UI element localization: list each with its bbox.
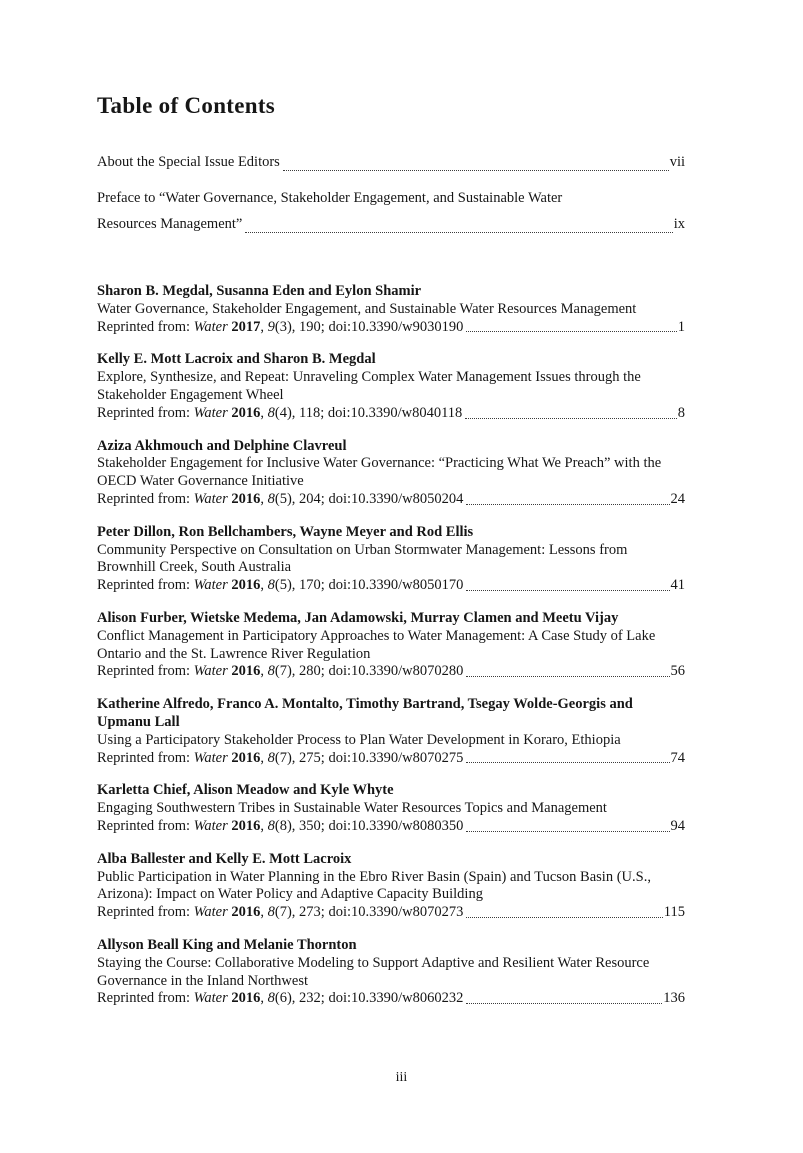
chapter-authors: Kelly E. Mott Lacroix and Sharon B. Megdal [97, 351, 376, 368]
chapter-title: Stakeholder Engagement for Inclusive Water Governance: “Practicing What We Preach” with the OECD Water Governance Initiative [97, 455, 662, 490]
citation-run: 2016 [231, 577, 261, 594]
page-number: 94 [670, 817, 685, 834]
front-matter-entry-1 [97, 185, 685, 237]
chapter-title: Using a Participatory Stakeholder Process to Plan Water Development in Koraro, Ethiopia [97, 731, 621, 748]
chapter-citation-row [97, 750, 685, 768]
dot-leader [466, 1003, 662, 1004]
dot-leader [283, 170, 669, 171]
citation-run: 2016 [231, 663, 261, 680]
page-number: 136 [663, 990, 685, 1007]
page-number: 115 [663, 904, 685, 921]
page-number: 1 [677, 318, 685, 335]
page-title: Table of Contents [97, 93, 276, 118]
front-matter-line [97, 211, 685, 237]
citation-run: Water [193, 577, 228, 594]
chapter-authors: Sharon B. Megdal, Susanna Eden and Eylon Shamir [97, 283, 422, 299]
page-number: ix [673, 216, 685, 232]
citation-run: , [260, 817, 268, 834]
chapter-citation [97, 663, 463, 681]
dot-leader [466, 917, 662, 918]
citation-run: Reprinted from: [97, 404, 194, 421]
citation-run: 9 [267, 318, 275, 335]
chapter-authors: Alba Ballester and Kelly E. Mott Lacroix [97, 850, 352, 867]
citation-run: Water [193, 490, 228, 507]
citation-run: Water [193, 817, 228, 834]
chapter-entry-6 [97, 782, 685, 835]
front-matter-text: Preface to “Water Governance, Stakeholder Engagement, and Sustainable Water [97, 190, 563, 206]
chapter-citation [97, 904, 463, 922]
citation-run: Reprinted from: [97, 904, 194, 921]
chapter-citation-row [97, 577, 685, 595]
citation-run: Reprinted from: [97, 577, 194, 594]
citation-run: 8 [267, 663, 275, 680]
front-matter-text: Resources Management” [97, 216, 243, 232]
chapter-entry-3 [97, 524, 685, 595]
chapter-authors: Alison Furber, Wietske Medema, Jan Adamowski, Murray Clamen and Meetu Vijay [97, 609, 619, 626]
citation-run: (7), 280; doi:10.3390/w8070280 [274, 663, 464, 680]
chapter-title: Public Participation in Water Planning in the Ebro River Basin (Spain) and Tucson Basin (U.S., Arizona): Impact on Water Policy and Adaptive Capacity Building [97, 868, 651, 903]
citation-run: Reprinted from: [97, 817, 194, 834]
citation-run: 2016 [231, 817, 261, 834]
dot-leader [466, 676, 669, 677]
chapter-entry-2 [97, 438, 685, 509]
citation-run: 8 [267, 990, 275, 1007]
toc-content [97, 93, 685, 1023]
citation-run: 8 [267, 904, 275, 921]
front-matter-entry-0 [97, 149, 685, 175]
citation-run: (8), 350; doi:10.3390/w8080350 [274, 817, 464, 834]
citation-run: , [260, 749, 268, 766]
citation-run: (7), 275; doi:10.3390/w8070275 [274, 749, 464, 766]
citation-run: Reprinted from: [97, 663, 194, 680]
chapter-title: Engaging Southwestern Tribes in Sustainable Water Resources Topics and Management [97, 800, 607, 817]
page-number: vii [669, 154, 685, 170]
chapter-list [97, 283, 685, 1008]
citation-run: Water [193, 990, 228, 1007]
chapter-title: Staying the Course: Collaborative Modeling to Support Adaptive and Resilient Water Resource Governance in the Inland Northwest [97, 954, 650, 989]
citation-run: Reprinted from: [97, 490, 194, 507]
chapter-citation-row [97, 990, 685, 1008]
chapter-citation-row [97, 904, 685, 922]
citation-run: , [260, 404, 268, 421]
chapter-citation [97, 990, 463, 1008]
citation-run: (4), 118; doi:10.3390/w8040118 [274, 404, 463, 421]
folio-page-number: iii [395, 1070, 408, 1085]
citation-run: , [260, 318, 268, 335]
citation-run: , [260, 490, 268, 507]
page-number: 56 [670, 663, 685, 680]
chapter-entry-5 [97, 696, 685, 767]
citation-run: , [260, 904, 268, 921]
citation-run: (3), 190; doi:10.3390/w9030190 [274, 318, 464, 335]
dot-leader [466, 762, 669, 763]
front-matter-line [97, 149, 685, 175]
citation-run: Water [193, 904, 228, 921]
citation-run: 2017 [231, 318, 261, 335]
chapter-authors: Katherine Alfredo, Franco A. Montalto, Timothy Bartrand, Tsegay Wolde-Georgis and Upmanu Lall [97, 696, 633, 730]
chapter-entry-8 [97, 937, 685, 1008]
dot-leader [466, 504, 669, 505]
citation-run: Water [193, 749, 228, 766]
citation-run: 2016 [231, 990, 261, 1007]
citation-run: Reprinted from: [97, 749, 194, 766]
page-number: 8 [677, 404, 685, 421]
chapter-citation-row [97, 663, 685, 681]
citation-run: 8 [267, 817, 275, 834]
chapter-citation [97, 577, 463, 595]
dot-leader [245, 232, 672, 233]
citation-run: (7), 273; doi:10.3390/w8070273 [274, 904, 464, 921]
chapter-authors: Allyson Beall King and Melanie Thornton [97, 936, 357, 953]
page-number: 41 [670, 577, 685, 594]
citation-run: Reprinted from: [97, 990, 194, 1007]
citation-run: 8 [267, 577, 275, 594]
chapter-entry-7 [97, 851, 685, 922]
chapter-citation-row [97, 319, 685, 337]
dot-leader [466, 331, 676, 332]
chapter-authors: Karletta Chief, Alison Meadow and Kyle Whyte [97, 782, 394, 799]
dot-leader [466, 831, 669, 832]
citation-run: 2016 [231, 490, 261, 507]
citation-run: 8 [267, 749, 275, 766]
chapter-title: Explore, Synthesize, and Repeat: Unraveling Complex Water Management Issues through the Stakeholder Engagement Wheel [97, 369, 641, 403]
chapter-title: Conflict Management in Participatory Approaches to Water Management: A Case Study of Lake Ontario and the St. Lawrence River Regulation [97, 627, 656, 662]
citation-run: 8 [267, 404, 275, 421]
dot-leader [466, 590, 669, 591]
chapter-citation-row [97, 405, 685, 423]
front-matter-list [97, 149, 685, 237]
citation-run: 8 [267, 490, 275, 507]
chapter-authors: Aziza Akhmouch and Delphine Clavreul [97, 437, 347, 454]
chapter-citation [97, 319, 463, 337]
citation-run: 2016 [231, 749, 261, 766]
chapter-entry-0 [97, 283, 685, 336]
citation-run: 2016 [231, 904, 261, 921]
citation-run: Water [193, 663, 228, 680]
front-matter-text: About the Special Issue Editors [97, 154, 280, 170]
citation-run: (5), 204; doi:10.3390/w8050204 [274, 490, 464, 507]
chapter-citation [97, 491, 463, 509]
chapter-citation-row [97, 491, 685, 509]
chapter-citation [97, 750, 463, 768]
citation-run: , [260, 663, 268, 680]
citation-run: Water [193, 404, 228, 421]
citation-run: Water [193, 318, 228, 335]
chapter-citation [97, 405, 462, 423]
chapter-entry-1 [97, 351, 685, 422]
chapter-authors: Peter Dillon, Ron Bellchambers, Wayne Meyer and Rod Ellis [97, 523, 474, 540]
page-number: 74 [670, 749, 685, 766]
dot-leader [465, 418, 676, 419]
citation-run: (6), 232; doi:10.3390/w8060232 [274, 990, 464, 1007]
chapter-entry-4 [97, 610, 685, 681]
chapter-title: Water Governance, Stakeholder Engagement, and Sustainable Water Resources Management [97, 300, 637, 317]
chapter-citation [97, 818, 463, 836]
citation-run: , [260, 990, 268, 1007]
chapter-title: Community Perspective on Consultation on Urban Stormwater Management: Lessons from Brownhill Creek, South Australia [97, 541, 628, 576]
citation-run: Reprinted from: [97, 318, 194, 335]
citation-run: , [260, 577, 268, 594]
citation-run: (5), 170; doi:10.3390/w8050170 [274, 577, 464, 594]
page-number: 24 [670, 490, 685, 507]
front-matter-line [97, 185, 685, 211]
citation-run: 2016 [231, 404, 261, 421]
chapter-citation-row [97, 818, 685, 836]
